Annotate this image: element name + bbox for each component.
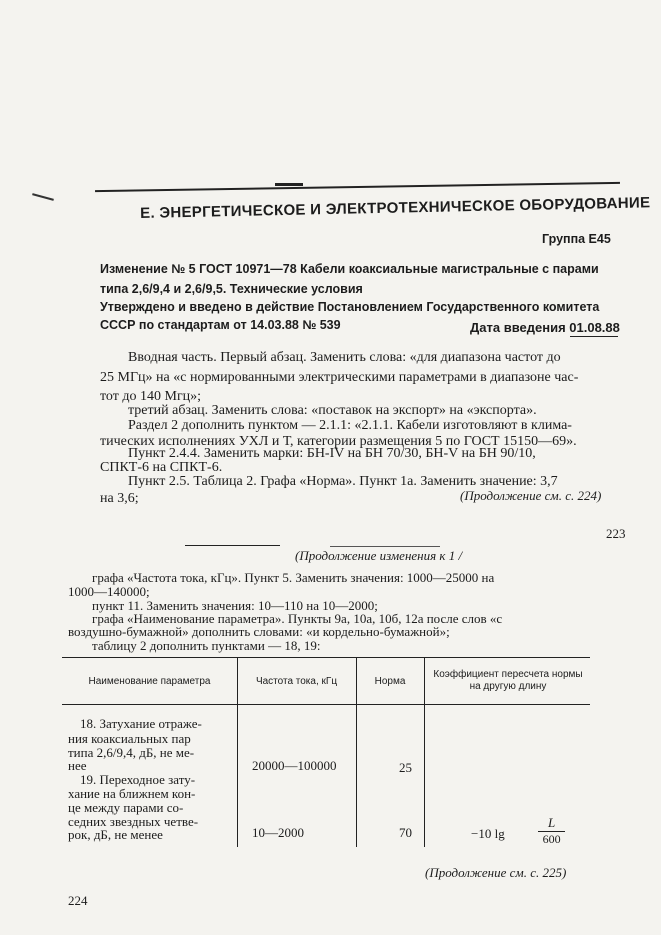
- section-title: Е. ЭНЕРГЕТИЧЕСКОЕ И ЭЛЕКТРОТЕХНИЧЕСКОЕ ОБОРУДОВАНИЕ: [140, 194, 651, 222]
- top-rule: [95, 182, 620, 192]
- approved-line2: СССР по стандартам от 14.03.88 № 539: [100, 318, 341, 332]
- table-row-name: рок, дБ, не менее: [68, 827, 163, 842]
- paragraph-line: тических исполнениях УХЛ и Т, категории размещения 5 по ГОСТ 15150—69».: [100, 434, 577, 449]
- table-row-norm: 25: [399, 760, 412, 775]
- paragraph-line: третий абзац. Заменить слова: «поставок на экспорт» на «экспорта».: [128, 403, 537, 418]
- paragraph2-line: пункт 11. Заменить значения: 10—110 на 10—2000;: [92, 598, 378, 613]
- coefficient-denominator: 600: [542, 832, 561, 846]
- coefficient-fraction: [538, 815, 565, 847]
- intro-date-underline: [570, 336, 618, 337]
- paragraph-line: Раздел 2 дополнить пунктом — 2.1.1: «2.1.1. Кабели изготовляют в клима-: [128, 418, 572, 433]
- col-divider-3: [424, 657, 425, 847]
- margin-mark: [32, 193, 54, 201]
- table-row-name: типа 2,6/9,4, дБ, не ме-: [68, 745, 195, 760]
- page-number-223: 223: [606, 526, 626, 541]
- paragraph-line: на 3,6;: [100, 491, 139, 506]
- table-top-border: [62, 657, 590, 658]
- paragraph2-line: графа «Частота тока, кГц». Пункт 5. Заменить значения: 1000—25000 на: [92, 570, 495, 585]
- header-coefficient: Коэффициент пересчета нормы на другую длину: [433, 669, 583, 692]
- header-name: Наименование параметра: [88, 676, 211, 687]
- paragraph2-line: 1000—140000;: [68, 584, 150, 599]
- top-rule-mark: [275, 183, 303, 186]
- continued-note-2: (Продолжение см. с. 225): [425, 865, 567, 880]
- paragraph2-line: воздушно-бумажной» дополнить словами: «и кордельно-бумажной»;: [68, 624, 450, 639]
- continuation-header: (Продолжение изменения к 1 /: [295, 548, 463, 563]
- approved-line1: Утверждено и введено в действие Постановлением Государственного комитета: [100, 300, 600, 314]
- intro-date: Дата введения 01.08.88: [470, 320, 620, 335]
- paragraph-line: Пункт 2.5. Таблица 2. Графа «Норма». Пункт 1а. Заменить значение: 3,7: [128, 474, 558, 489]
- paragraph2-line: графа «Наименование параметра». Пункты 9а, 10а, 10б, 12а после слов «с: [92, 611, 503, 626]
- paragraph-line: 25 МГц» на «с нормированными электрическими параметрами в диапазоне час-: [100, 370, 579, 385]
- paragraph-line: Пункт 2.4.4. Заменить марки: БН-IV на БН 70/30, БН-V на БН 90/10,: [128, 446, 536, 461]
- table-header-border: [62, 704, 590, 705]
- coefficient-numerator: L: [538, 815, 565, 832]
- paragraph-line: СПКТ-6 на СПКТ-6.: [100, 460, 223, 475]
- table-row-name: хание на ближнем кон-: [68, 786, 196, 801]
- group-label: Группа Е45: [542, 232, 611, 246]
- table-row-frequency: 20000—100000: [252, 758, 337, 773]
- header-frequency: Частота тока, кГц: [255, 676, 338, 687]
- change-title-line1: Изменение № 5 ГОСТ 10971—78 Кабели коаксиальные магистральные с парами: [100, 262, 599, 276]
- table-row-name: 19. Переходное зату-: [80, 772, 196, 787]
- separator-rule-right: [330, 546, 440, 547]
- header-norm: Норма: [374, 676, 406, 687]
- separator-rule-left: [185, 545, 280, 546]
- change-title-line2: типа 2,6/9,4 и 2,6/9,5. Технические условия: [100, 282, 363, 296]
- coefficient-prefix: −10 lg: [471, 826, 505, 841]
- table-row-frequency: 10—2000: [252, 825, 304, 840]
- table-row-name: нее: [68, 758, 87, 773]
- table-row-name: седних звездных четве-: [68, 814, 199, 829]
- table-row-name: ния коаксиальных пар: [68, 731, 191, 746]
- paragraph-line: Вводная часть. Первый абзац. Заменить слова: «для диапазона частот до: [128, 350, 561, 365]
- table-row-name: 18. Затухание отраже-: [80, 716, 202, 731]
- paragraph-line: тот до 140 Мгц»;: [100, 389, 202, 404]
- table-row-name: це между парами со-: [68, 800, 184, 815]
- continued-note-1: (Продолжение см. с. 224): [460, 488, 602, 503]
- table-row-norm: 70: [399, 825, 412, 840]
- paragraph2-line: таблицу 2 дополнить пунктами — 18, 19:: [92, 638, 321, 653]
- page-number-224: 224: [68, 893, 88, 908]
